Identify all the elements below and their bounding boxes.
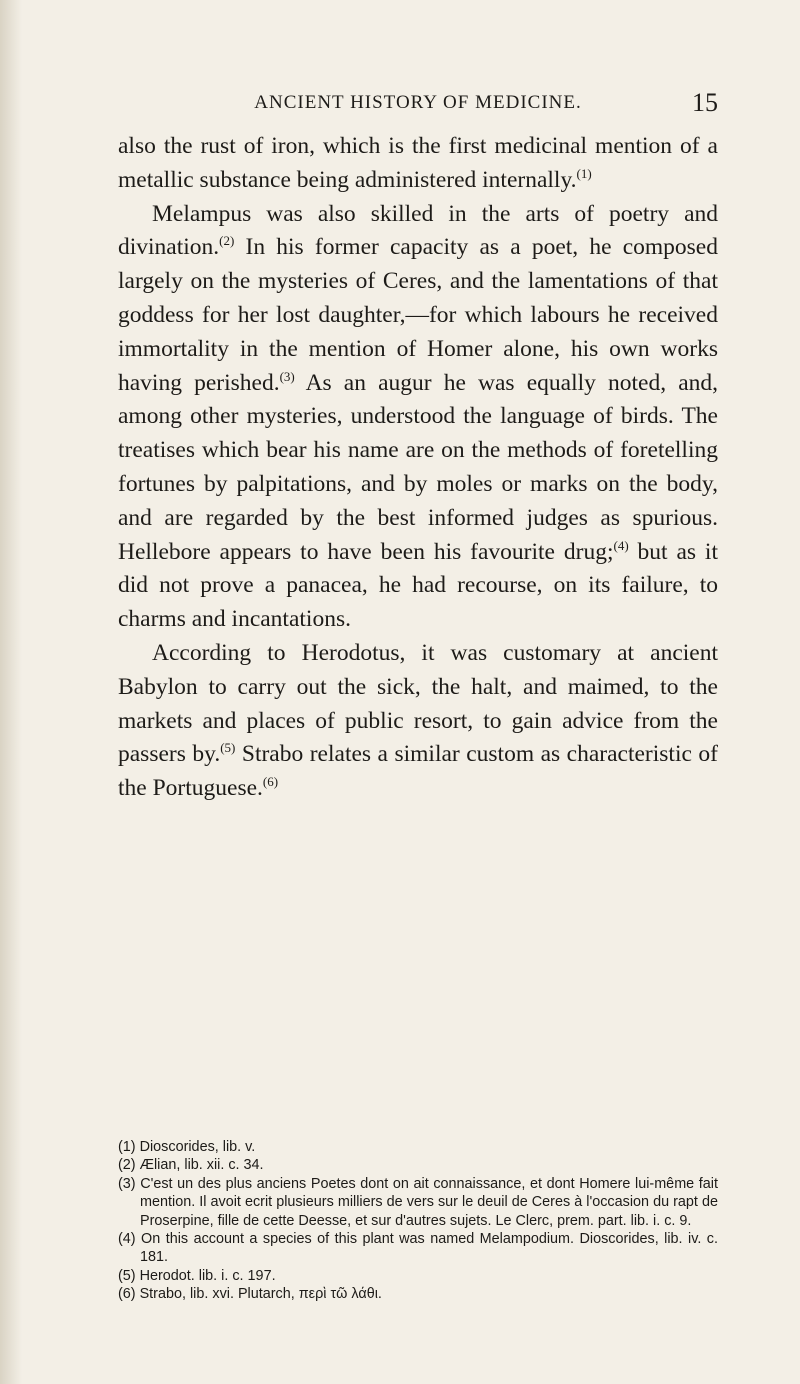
footnote-ref: (4) [613,537,629,553]
paragraph-text: Strabo relates a similar custom as characteristic of the Portuguese. [118,741,718,802]
paragraph-text: According to Herodotus, it was customary at ancient Babylon to carry out the sick, the halt, and maimed, to the markets and places of public resort, to gain advice from the passers by. [118,639,718,768]
paragraph-1 [118,130,718,198]
footnote-ref: (5) [220,740,236,756]
footnote-ref: (3) [279,368,295,384]
paragraph-text: also the rust of iron, which is the first medicinal mention of a metallic substance being administered internally. [118,133,718,193]
paragraph-2 [118,198,718,637]
running-head [118,88,718,118]
running-title: ANCIENT HISTORY OF MEDICINE. [254,92,582,113]
footnote-2: (2) Ælian, lib. xii. c. 34. [118,1157,264,1174]
paragraph-text: but as it did not prove a panacea, he had recourse, on its failure, to charms and incantations. [118,538,718,633]
paragraph-3 [118,637,718,806]
paragraph-text: In his former capacity as a poet, he composed largely on the mysteries of Ceres, and the lamentations of that goddess for her lost daughter,—for which labours he received immortality in the mention of Homer alone, his own works having perished. [118,234,718,396]
footnote-6: (6) Strabo, lib. xvi. Plutarch, περὶ τῶ λάθι. [118,1286,382,1303]
body-text [118,130,718,806]
footnote-4: (4) On this account a species of this plant was named Melampodium. Dioscorides, lib. iv. c. 181. [118,1231,718,1266]
page-number: 15 [692,88,718,117]
footnote-ref: (6) [262,774,279,790]
page-edge-shadow [0,0,22,1384]
footnote-3: (3) C'est un des plus anciens Poetes dont on ait connaissance, et dont Homere lui-même fait mention. Il avoit ecrit plusieurs milliers de vers sur le deuil de Ceres à l'occasion du rapt de Proserpine, fille de cette Deesse, et sur d'autres sujets. Le Clerc, prem. part. lib. i. c. 9. [118,1175,718,1229]
footnote-1: (1) Dioscorides, lib. v. [118,1139,256,1155]
paragraph-text: Melampus was also skilled in the arts of poetry and divination. [118,200,718,261]
paragraph-text: As an augur he was equally noted, and, among other mysteries, understood the language of birds. The treatises which bear his name are on the methods of foretelling fortunes by palpitations, and by moles or marks on the body, and are regarded by the best informed judges as spurious. Hellebore appears to have been his favourite drug; [118,369,719,565]
footnote-ref: (1) [576,165,592,181]
footnote-5: (5) Herodot. lib. i. c. 197. [118,1267,276,1284]
footnote-ref: (2) [219,233,235,249]
footnotes [118,1138,718,1304]
